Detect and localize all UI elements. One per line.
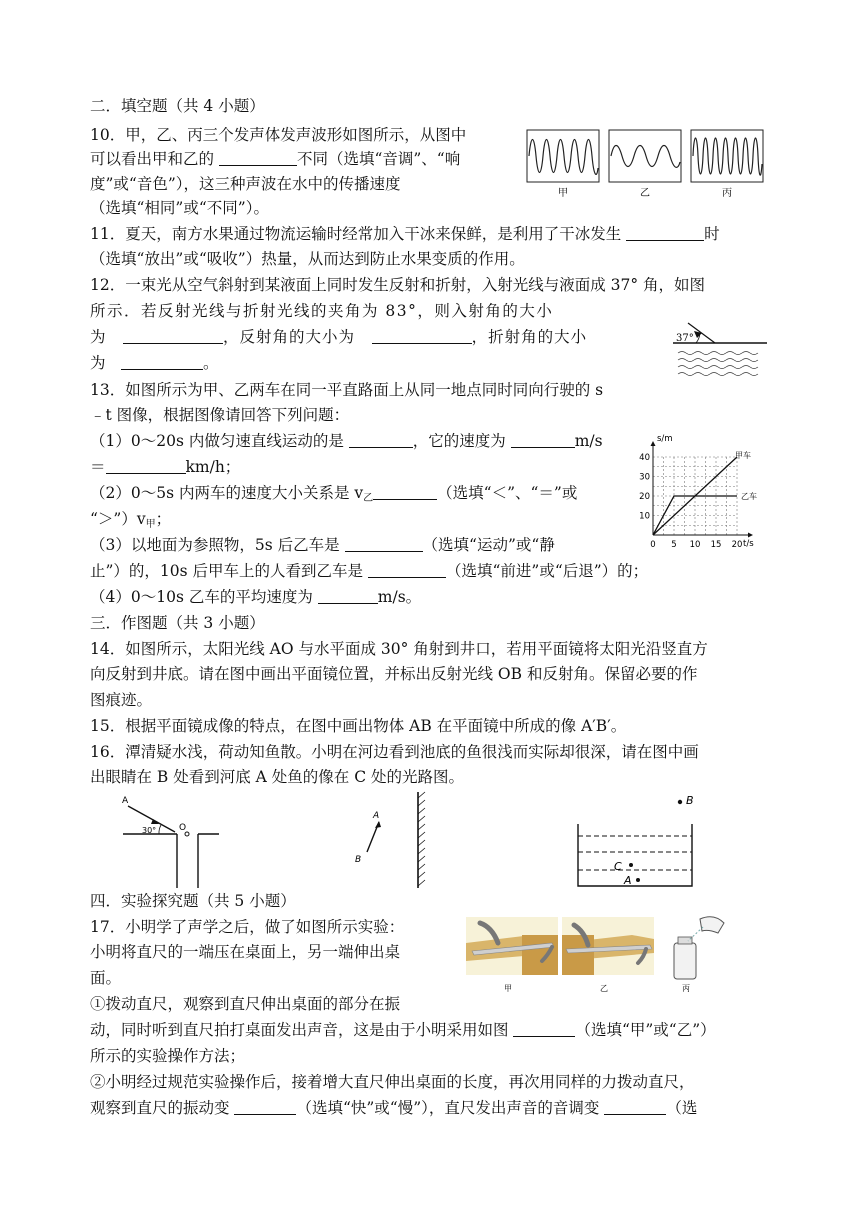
- answer-blank[interactable]: [234, 1099, 296, 1115]
- q13-line: （4）0～10s 乙车的平均速度为 m/s。: [90, 588, 422, 606]
- q13-line: ＝ km/h；: [90, 458, 241, 476]
- answer-blank[interactable]: [626, 225, 704, 241]
- plane-mirror-figure: [345, 790, 435, 890]
- y-tick-label: 40: [639, 453, 650, 463]
- sound-waveform-figure: [525, 128, 770, 200]
- q12-line: 所示．若反射光线与折射光线的夹角为 83°，则入射角的大小: [90, 302, 554, 320]
- point-label: A: [373, 811, 380, 821]
- y-tick-label: 20: [639, 492, 650, 502]
- figure-label: 乙: [600, 984, 608, 993]
- x-tick-label: 20: [731, 540, 743, 550]
- point-label: O: [179, 823, 187, 833]
- point-label: A: [624, 874, 632, 887]
- answer-blank[interactable]: [318, 588, 378, 604]
- y-tick-label: 10: [639, 511, 650, 522]
- figure-label: 甲: [504, 984, 512, 993]
- x-axis-arrow: [748, 533, 753, 538]
- q10-line: 可以看出甲和乙的 不同（选填“音调”、“响: [90, 150, 461, 168]
- st-graph: [634, 430, 766, 555]
- answer-blank[interactable]: [121, 354, 203, 370]
- section-heading: 二．填空题（共 4 小题）: [90, 97, 265, 115]
- q17-line: 17．小明学了声学之后，做了如图所示实验：: [90, 918, 405, 936]
- section-heading: 三．作图题（共 3 小题）: [90, 614, 265, 632]
- y-axis-label: s/m: [657, 434, 673, 444]
- liquid-surface-figure: [670, 315, 770, 385]
- well-figure: [115, 790, 225, 890]
- answer-blank[interactable]: [106, 458, 186, 474]
- point-label: B: [355, 855, 362, 865]
- x-tick-label: 5: [671, 540, 677, 550]
- q14-line: 14．如图所示，太阳光线 AO 与水平面成 30° 角射到井口，若用平面镜将太阳光沿竖直方: [90, 640, 708, 658]
- answer-blank[interactable]: [604, 1099, 666, 1115]
- angle-label: 37°: [676, 333, 694, 344]
- q17-line: 所示的实验操作方法；: [90, 1047, 246, 1065]
- q14-line: 图痕迹。: [90, 691, 153, 709]
- angle-label: 30°: [142, 826, 157, 835]
- ruler-photo-b: [562, 917, 654, 975]
- q13-line: （2）0～5s 内两车的速度大小关系是 $v_乙$ （选填“＜”、“＝”或: [90, 484, 578, 504]
- q12-line: 为 ，反射角的大小为 ，折射角的大小: [90, 328, 588, 346]
- q13-line: （1）0～20s 内做匀速直线运动的是 ，它的速度为 m/s: [90, 432, 603, 450]
- answer-blank[interactable]: [372, 328, 472, 344]
- x-axis-label: t/s: [743, 539, 754, 549]
- figure-label: 甲: [558, 188, 568, 199]
- q17-line: 动，同时听到直尺拍打桌面发出声音，这是由于小明采用如图 （选填“甲”或“乙”）: [90, 1021, 716, 1039]
- thermos-pouring-figure: [674, 917, 724, 979]
- q13-line: 13．如图所示为甲、乙两车在同一平直路面上从同一地点同时同向行驶的 s: [90, 381, 604, 399]
- q12-line: 12．一束光从空气斜射到某液面上同时发生反射和折射，入射光线与液面成 37° 角，如图: [90, 276, 706, 294]
- answer-blank[interactable]: [123, 328, 223, 344]
- y-axis-arrow: [651, 441, 656, 446]
- q15-line: 15．根据平面镜成像的特点，在图中画出物体 AB 在平面镜中所成的像 A′B′。: [90, 717, 627, 735]
- ruler-photo-a: [466, 917, 558, 975]
- point-label: A: [122, 796, 129, 806]
- answer-blank[interactable]: [219, 150, 297, 166]
- q17-line: ①拨动直尺，观察到直尺伸出桌面的部分在振: [90, 995, 401, 1013]
- q16-line: 16．潭清疑水浅，荷动知鱼散。小明在河边看到池底的鱼很浅而实际却很深，请在图中画: [90, 743, 699, 761]
- figure-label: 乙: [640, 188, 650, 199]
- point-label: B: [686, 794, 694, 807]
- answer-blank[interactable]: [368, 562, 446, 578]
- q11-line: （选填“放出”或“吸收”）热量，从而达到防止水果变质的作用。: [90, 250, 525, 268]
- series-label: 甲车: [735, 451, 751, 460]
- q17-line: 小明将直尺的一端压在桌面上，另一端伸出桌: [90, 943, 401, 961]
- series-label: 乙车: [741, 492, 757, 501]
- q13-line: ﹣t 图像，根据图像请回答下列问题：: [90, 406, 350, 424]
- q16-line: 出眼睛在 B 处看到河底 A 处鱼的像在 C 处的光路图。: [90, 768, 465, 786]
- pond-figure: [570, 790, 700, 890]
- answer-blank[interactable]: [373, 484, 437, 500]
- q13-line: “$>”)v_甲$；: [90, 510, 172, 530]
- q14-line: 向反射到井底。请在图中画出平面镜位置，并标出反射光线 OB 和反射角。保留必要的作: [90, 665, 698, 683]
- figure-label: 丙: [722, 188, 732, 199]
- figure-label: 丙: [682, 984, 690, 993]
- answer-blank[interactable]: [513, 1021, 575, 1037]
- q10-line: （选填“相同”或“不同”）。: [90, 199, 269, 217]
- q13-line: 止”）的，10s 后甲车上的人看到乙车是 （选填“前进”或“后退”）的；: [90, 562, 649, 580]
- q10-line: 10．甲，乙、丙三个发声体发声波形如图所示，从图中: [90, 126, 467, 144]
- q17-line: 面。: [90, 969, 122, 987]
- answer-blank[interactable]: [349, 432, 413, 448]
- y-tick-label: 30: [639, 472, 650, 483]
- q11-line: 11．夏天，南方水果通过物流运输时经常加入干冰来保鲜，是利用了干冰发生 时: [90, 225, 720, 243]
- answer-blank[interactable]: [511, 432, 575, 448]
- x-tick-label: 15: [710, 540, 722, 550]
- q17-line: 观察到直尺的振动变 （选填“快”或“慢”），直尺发出声音的音调变 （选: [90, 1099, 698, 1117]
- section-heading: 四．实验探究题（共 5 小题）: [90, 892, 296, 910]
- q10-line: 度”或“音色”），这三种声波在水中的传播速度: [90, 175, 401, 193]
- ruler-experiment-figure: [462, 913, 740, 995]
- q13-line: （3）以地面为参照物，5s 后乙车是 （选填“运动”或“静: [90, 536, 555, 554]
- q12-line: 为 。: [90, 354, 219, 372]
- x-tick-label: 10: [689, 540, 701, 550]
- point-label: C: [614, 860, 622, 873]
- answer-blank[interactable]: [345, 536, 423, 552]
- x-tick-label: 0: [650, 540, 656, 550]
- q17-line: ②小明经过规范实验操作后，接着增大直尺伸出桌面的长度，再次用同样的力拨动直尺，: [90, 1073, 695, 1091]
